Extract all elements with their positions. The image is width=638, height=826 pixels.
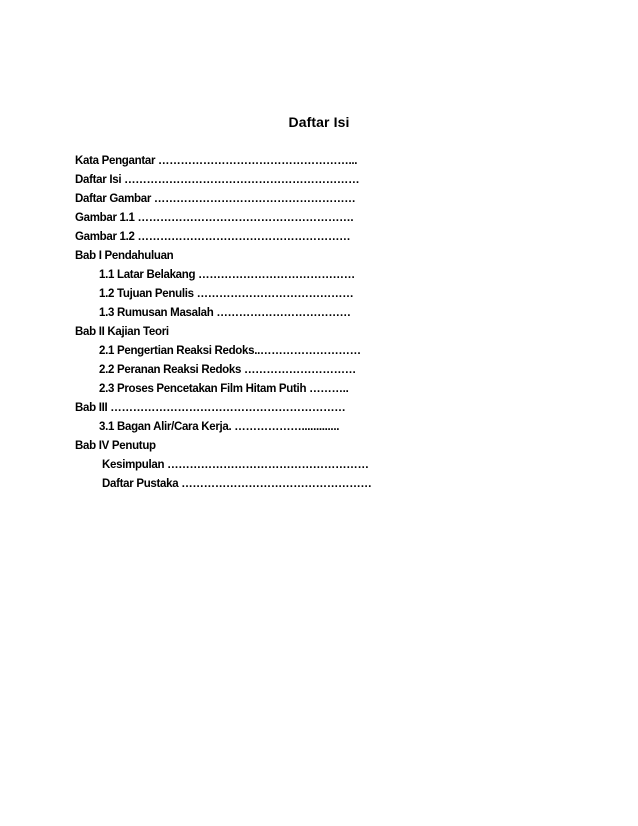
toc-chapter-bab-3: Bab III ……………………………………………………… [75, 402, 346, 414]
page-title: Daftar Isi [288, 114, 350, 130]
toc-entry-3-1: 3.1 Bagan Alir/Cara Kerja. ………………............. [99, 421, 340, 433]
toc-entry-daftar-isi: Daftar Isi ……………………………………………………… [75, 174, 360, 186]
toc-entry-1-2: 1.2 Tujuan Penulis …………………………………… [99, 288, 354, 300]
toc-entry-gambar-1-1: Gambar 1.1 …………………………………………………. [75, 212, 354, 224]
toc-entry-daftar-gambar: Daftar Gambar ……………………………………………… [75, 193, 356, 205]
toc-entry-kesimpulan: Kesimpulan ……………………………………………… [102, 459, 369, 471]
toc-entry-2-1: 2.1 Pengertian Reaksi Redoks..……………………… [99, 345, 361, 357]
toc-chapter-bab-1: Bab I Pendahuluan [75, 250, 174, 262]
toc-chapter-bab-4: Bab IV Penutup [75, 440, 156, 452]
toc-entry-daftar-pustaka: Daftar Pustaka …………………………………………… [102, 478, 372, 490]
toc-entry-gambar-1-2: Gambar 1.2 ………………………………………………… [75, 231, 351, 243]
toc-entry-kata-pengantar: Kata Pengantar ……………………………………………... [75, 155, 358, 167]
toc-chapter-bab-2: Bab II Kajian Teori [75, 326, 169, 338]
toc-entry-1-3: 1.3 Rumusan Masalah ……………………………… [99, 307, 351, 319]
toc-entry-2-2: 2.2 Peranan Reaksi Redoks ………………………… [99, 364, 356, 376]
toc-entry-1-1: 1.1 Latar Belakang …………………………………… [99, 269, 355, 281]
toc-entry-2-3: 2.3 Proses Pencetakan Film Hitam Putih ……….. [99, 383, 349, 395]
table-of-contents [75, 152, 415, 494]
